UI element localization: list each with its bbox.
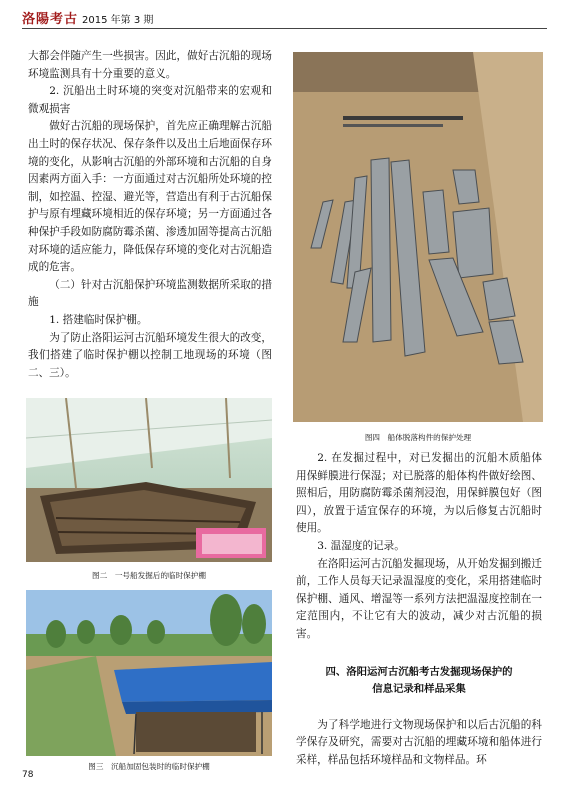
paragraph: 2. 在发掘过程中，对已发掘出的沉船木质船体用保鲜膜进行保湿；对已脱落的船体构件做好绘图、照相后，用防腐防霉杀菌剂浸泡，用保鲜膜包好（图四），放置于适宜保存的环境，为以后修复古沉船时使用。 (296, 452, 542, 535)
figure-4-photo (293, 52, 543, 422)
subheading: （二）针对古沉船保护环境监测数据所采取的措施 (28, 278, 272, 309)
section-title-line-1: 四、洛阳运河古沉船考古发掘现场保护的 (325, 665, 513, 678)
figure-2-photo (26, 398, 272, 562)
paragraph: 为了防止洛阳运河古沉船环境发生很大的改变，我们搭建了临时保护棚以控制工地现场的环境（图二、三）。 (28, 331, 272, 379)
figure-3-image (26, 590, 272, 756)
header-rule (22, 28, 547, 29)
running-header (22, 8, 153, 30)
paragraph: 大都会伴随产生一些损害。因此，做好古沉船的现场环境监测具有十分重要的意义。 (28, 50, 272, 80)
issue-label: 2015 年第 3 期 (82, 15, 154, 26)
figure-2-caption: 图二 一号船发掘后的临时保护棚 (92, 571, 206, 580)
figure-3-photo (26, 590, 272, 756)
journal-name: 洛陽考古 (22, 12, 79, 27)
subheading: 2. 沉船出土时环境的突变对沉船带来的宏观和微观损害 (28, 85, 272, 115)
figure-4-caption: 图四 船体脱落构件的保护处理 (364, 433, 472, 442)
figure-3-caption: 图三 沉船加固包装时的临时保护棚 (88, 762, 210, 771)
left-column-text (28, 48, 272, 382)
paragraph: 做好古沉船的现场保护，首先应正确理解古沉船出土时的保存状况、保存条件以及出土后地面保存环境的变化，从影响古沉船的外部环境和古沉船的自身因素两方面入手：一方面通过对古沉船所处环境的控制，如控温、控湿、避光等，营造出有利于古沉船保护与原有埋藏环境相近的保存环境；另一方面通过各种保护手段如防腐防霉杀菌、渗透加固等提高古沉船对环境的适应能力，降低保存环境的变化对古沉船造成的危害。 (28, 120, 272, 274)
figure-4-image (293, 52, 543, 422)
subheading: 3. 温湿度的记录。 (317, 539, 405, 552)
paragraph: 为了科学地进行文物现场保护和以后古沉船的科学保存及研究，需要对古沉船的埋藏环境和船体进行采样，样品包括环境样品和文物样品。环 (296, 718, 542, 766)
figure-2-image (26, 398, 272, 562)
section-title-line-2: 信息记录和样品采集 (372, 683, 466, 696)
subheading: 1. 搭建临时保护棚。 (49, 313, 148, 326)
right-column-text (296, 450, 542, 770)
paragraph: 在洛阳运河古沉船发掘现场，从开始发掘到搬迁前，工作人员每天记录温湿度的变化，采用搭建临时保护棚、通风、增湿等一系列方法把温湿度控制在一定范围内，不让它有大的波动，减少对古沉船的损害。 (296, 557, 542, 640)
page-number: 78 (22, 770, 34, 780)
